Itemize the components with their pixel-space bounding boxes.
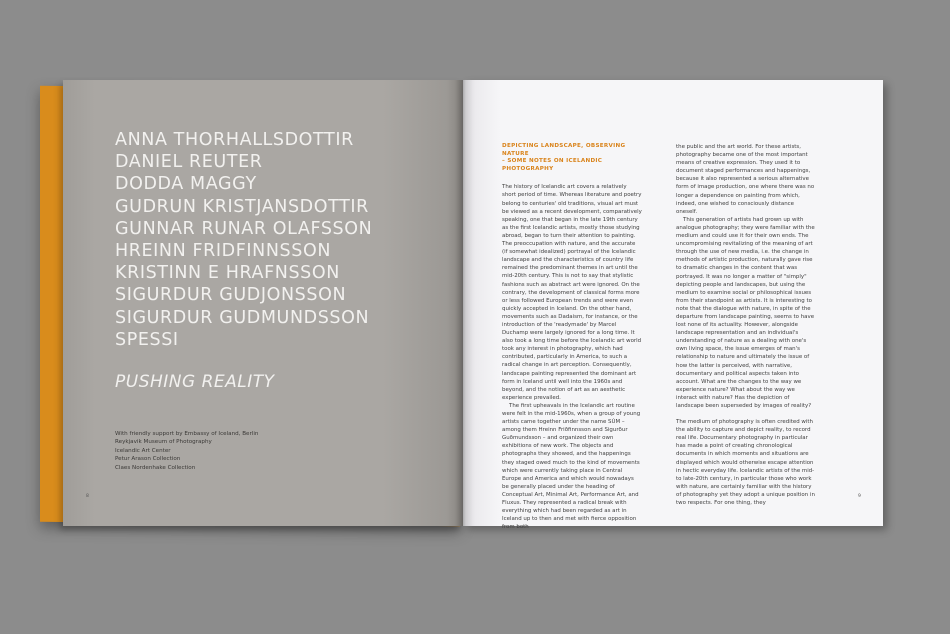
credit-line: Icelandic Art Center bbox=[115, 447, 171, 454]
artist-name: ANNA THORHALLSDOTTIR bbox=[115, 130, 354, 150]
essay-paragraph: The medium of photography is often credited with the ability to capture and depict reality, to record real life. Documentary photography in particular has made a point of creating chronological documents in which moments and situations are displayed which would otherwise escape attention in hectic everyday life. Icelandic artists of the mid- to late-20th century, in particular those who work with nature, are certainly familiar with the history of photography yet they adopt a unique position in two respects. For one thing, they bbox=[676, 419, 815, 507]
essay-paragraph: The history of Icelandic art covers a relatively short period of time. Whereas literature and poetry belong to centuries' old traditions, visual art must be viewed as a recent development, comparatively speaking, one that began in the late 19th century as the first Icelandic artists, mostly those studying abroad, began to turn their attention to painting. The preoccupation with nature, and the accurate (if somewhat idealized) portrayal of the Icelandic landscape and the characteristics of country life remained the predominant themes in art until the mid-20th century. This is not to say that stylistic fashions such as abstract art were ignored. On the contrary, the development of classical forms more or less followed European trends and were even quickly accepted in Iceland. On the other hand, movements such as Dadaism, for instance, or the introduction of the 'readymade' by Marcel Duchamp were largely ignored for a long time. It also took a long time before the Icelandic art world took any interest in photography, which had contributed, particularly in America, to such a radical change in art perception. Consequently, landscape painting represented the dominant art form in Iceland until well into the 1960s and beyond, and the notion of art as an aesthetic experience prevailed. bbox=[502, 184, 642, 401]
artist-name: HREINN FRIDFINNSSON bbox=[115, 241, 332, 262]
artist-list bbox=[115, 129, 372, 351]
essay-column-2 bbox=[676, 143, 816, 507]
artist-name: GUDRUN KRISTJANSDOTTIR bbox=[115, 196, 369, 217]
credit-line: Claes Nordenhake Collection bbox=[115, 464, 196, 471]
artist-name: DANIEL REUTER bbox=[115, 152, 263, 173]
credit-line: With friendly support by Embassy of Iceland, Berlin bbox=[115, 431, 259, 437]
essay-heading-line: – SOME NOTES ON ICELANDIC PHOTOGRAPHY bbox=[502, 158, 603, 172]
essay-paragraph: The first upheavals in the Icelandic art routine were felt in the mid-1960s, when a group of young artists came together under the name SÚM – among them Hreinn Friðfinnsson and Sigurður Guðmundsson – and organized their own exhibitions of new work. The objects and photographs they showed, and the happenings they staged owed much to the kind of movements which were currently taking place in Central Europe and America and which would nowadays be generally placed under the heading of Conceptual Art, Minimal Art, Performance Art, and Fluxus. They represented a radical break with everything which had been regarded as art in Iceland up to then and met with fierce opposition from both bbox=[502, 402, 641, 531]
essay-paragraph: This generation of artists had grown up with analogue photography; they were familiar with the medium and could use it for their own ends. The uncompromising revitalizing of the meaning of art through the use of new media, i.e. the change in methods of artistic production, naturally gave rise to dramatic changes in the content that was portrayed. It was no longer a matter of "simply" depicting people and landscapes, but using the medium to examine social or philosophical issues from their standpoint as artists. It is interesting to note that the dialogue with nature, in spite of the departure from landscape painting, seems to have lost none of its actuality. However, alongside landscape representation and an individual's understanding of nature as a dealing with one's own living space, the issue emerges of man's relationship to nature and ultimately the issue of how the latter is perceived, with narrative, documentary and political aspects taken into account. What are the changes to the way we experience nature? What about the way we interact with nature? Has the depiction of landscape been superseded by images of reality? bbox=[676, 216, 815, 409]
credits-block bbox=[115, 430, 258, 472]
artist-name: KRISTINN E HRAFNSSON bbox=[115, 263, 340, 284]
right-page-number: 9 bbox=[858, 494, 861, 499]
book-gutter bbox=[455, 80, 473, 526]
essay-heading bbox=[502, 143, 642, 173]
credit-line: Petur Arason Collection bbox=[115, 456, 181, 463]
artist-name: SIGURDUR GUDMUNDSSON bbox=[115, 307, 370, 328]
artist-name: DODDA MAGGY bbox=[115, 174, 257, 195]
essay-heading-line: DEPICTING LANDSCAPE, OBSERVING NATURE bbox=[502, 143, 626, 157]
credit-line: Reykjavik Museum of Photography bbox=[115, 439, 212, 446]
artist-name: SIGURDUR GUDJONSSON bbox=[115, 285, 347, 306]
artist-name: GUNNAR RUNAR OLAFSSON bbox=[115, 218, 373, 239]
essay-column-1 bbox=[502, 143, 642, 531]
artist-name: SPESSI bbox=[115, 329, 179, 350]
left-page-number: 8 bbox=[86, 494, 89, 499]
essay-paragraph: the public and the art world. For these artists, photography became one of the most important means of creative expression. They used it to document staged performances and happenings, because it also represented a serious alternative form of image production, one where there was no longer a dependence on painting from which, indeed, one wished to consciously distance oneself. bbox=[676, 144, 815, 215]
exhibition-title: PUSHING REALITY bbox=[115, 372, 275, 392]
